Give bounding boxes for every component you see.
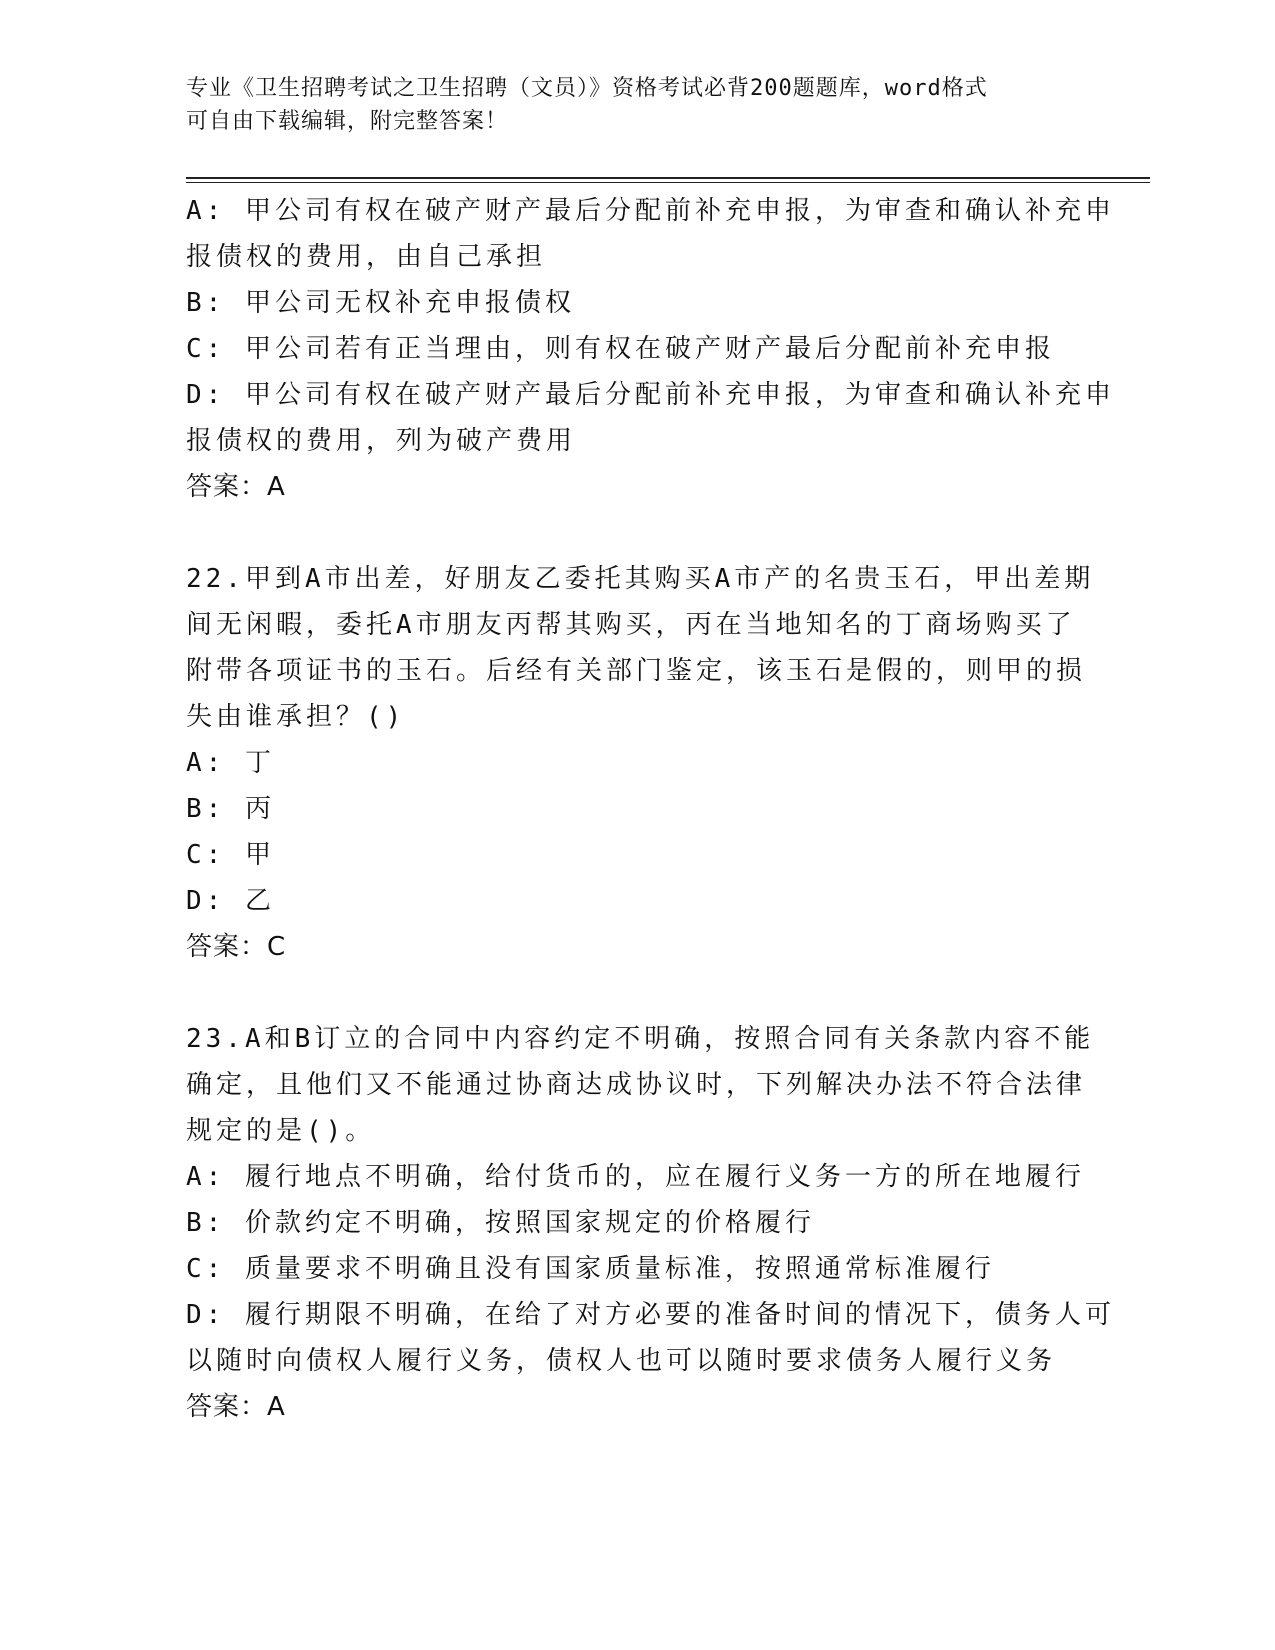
question-21: [186, 188, 1115, 510]
question-stem: 23.A和B订立的合同中内容约定不明确，按照合同有关条款内容不能: [186, 1024, 1095, 1054]
option-a: A: 履行地点不明确，给付货币的，应在履行义务一方的所在地履行: [186, 1162, 1085, 1192]
option-b: B: 丙: [186, 794, 275, 824]
question-23: [186, 1016, 1115, 1430]
option-c: C: 甲公司若有正当理由，则有权在破产财产最后分配前补充申报: [186, 334, 1055, 364]
option-a: A: 丁: [186, 748, 275, 778]
question-stem-continued: 失由谁承担？(): [186, 702, 406, 732]
option-c: C: 甲: [186, 840, 275, 870]
option-a-continued: 报债权的费用，由自己承担: [186, 242, 547, 272]
question-stem-continued: 附带各项证书的玉石。后经有关部门鉴定，该玉石是假的，则甲的损: [186, 656, 1087, 686]
option-a: A: 甲公司有权在破产财产最后分配前补充申报，为审查和确认补充申: [186, 196, 1115, 226]
option-b: B: 价款约定不明确，按照国家规定的价格履行: [186, 1208, 815, 1238]
question-stem-continued: 确定，且他们又不能通过协商达成协议时，下列解决办法不符合法律: [186, 1070, 1087, 1100]
option-d: D: 履行期限不明确，在给了对方必要的准备时间的情况下，债务人可: [186, 1300, 1115, 1330]
question-list: [186, 188, 1115, 1430]
header-divider-thick: [186, 177, 1150, 179]
question-spacer: [186, 970, 1086, 1016]
option-d: D: 甲公司有权在破产财产最后分配前补充申报，为审查和确认补充申: [186, 380, 1115, 410]
document-header: [186, 72, 1066, 138]
option-c: C: 质量要求不明确且没有国家质量标准，按照通常标准履行: [186, 1254, 995, 1284]
answer: 答案：C: [186, 932, 287, 962]
question-spacer: [186, 510, 1086, 556]
option-d-continued: 报债权的费用，列为破产费用: [186, 426, 577, 456]
question-stem-continued: 规定的是()。: [186, 1116, 376, 1146]
question-stem: 22.甲到A市出差，好朋友乙委托其购买A市产的名贵玉石，甲出差期: [186, 564, 1095, 594]
answer: 答案：A: [186, 1392, 286, 1422]
option-b: B: 甲公司无权补充申报债权: [186, 288, 575, 318]
header-title-line-2: 可自由下载编辑，附完整答案！: [186, 109, 509, 134]
header-divider-thin: [186, 182, 1150, 183]
answer: 答案：A: [186, 472, 286, 502]
question-stem-continued: 间无闲暇，委托A市朋友丙帮其购买，丙在当地知名的丁商场购买了: [186, 610, 1076, 640]
question-22: [186, 556, 1095, 970]
option-d: D: 乙: [186, 886, 275, 916]
option-d-continued: 以随时向债权人履行义务，债权人也可以随时要求债务人履行义务: [186, 1346, 1057, 1376]
header-title-line-1: 专业《卫生招聘考试之卫生招聘（文员）》资格考试必背200题题库，word格式: [186, 76, 988, 101]
